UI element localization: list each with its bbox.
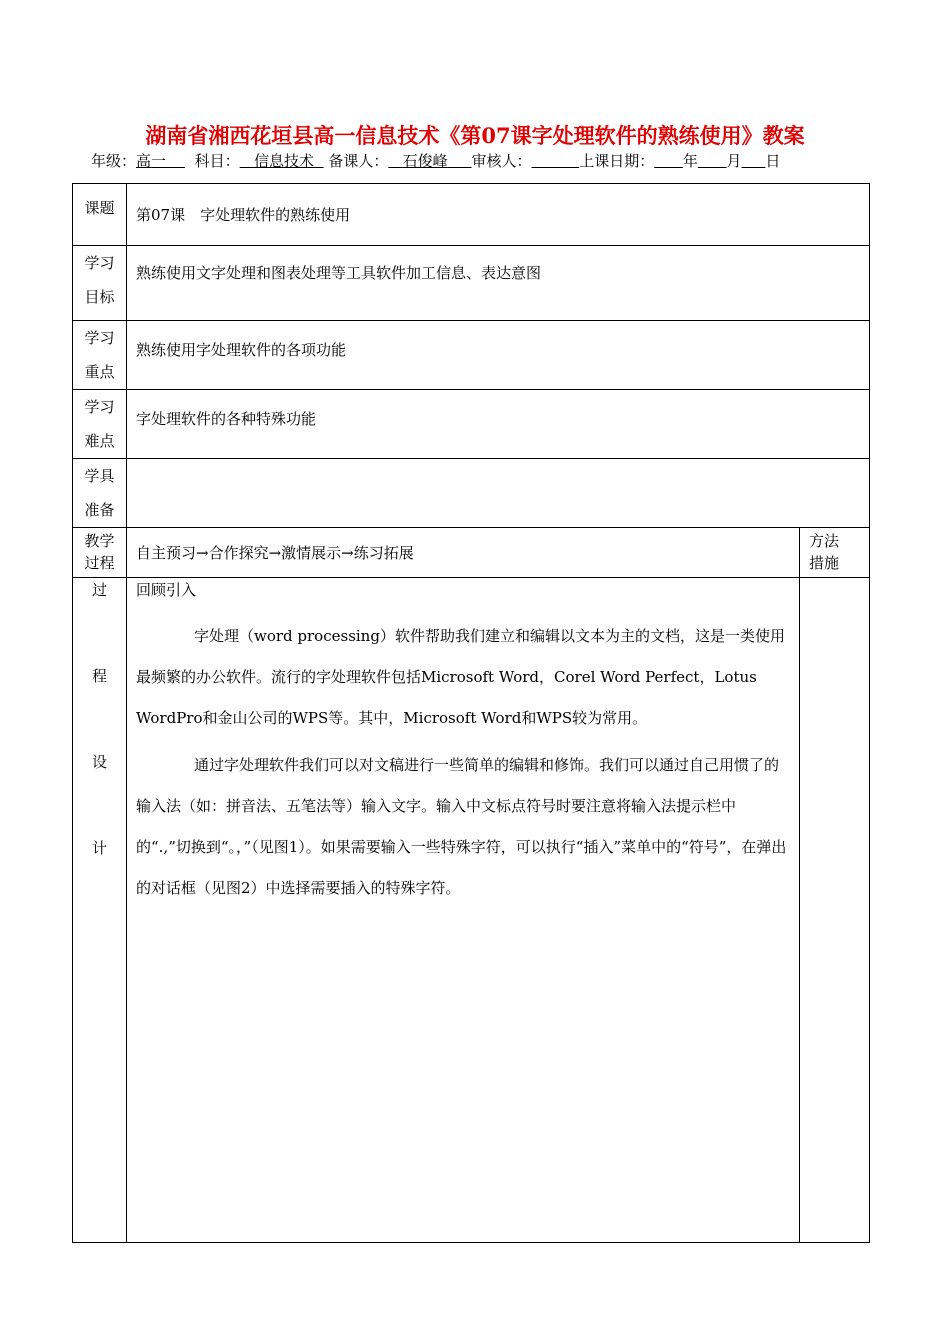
year-label: 年	[682, 152, 698, 170]
month-label: 月	[726, 152, 742, 170]
difficulty-label: 学习 难点	[73, 390, 127, 459]
subject-value: 信息技术	[253, 152, 314, 170]
grade-value: 高一	[136, 152, 167, 170]
tools-value	[127, 459, 870, 528]
goal-value: 熟练使用文字处理和图表处理等工具软件加工信息、表达意图	[127, 246, 870, 321]
design-content	[127, 578, 800, 1243]
topic-label: 课题	[73, 184, 127, 246]
row-goal	[73, 246, 870, 321]
design-paragraph: 通过字处理软件我们可以对文稿进行一些简单的编辑和修饰。我们可以通过自己用惯了的输入法（如：拼音法、五笔法等）输入文字。输入中文标点符号时要注意将输入法提示栏中的“.,”切换到“。，”（见图1）。如果需要输入一些特殊字符，可以执行“插入”菜单中的“符号”，在弹出的对话框（见图2）中选择需要插入的特殊字符。	[136, 756, 787, 897]
goal-label: 学习 目标	[73, 246, 127, 321]
topic-value: 第07课 字处理软件的熟练使用	[127, 184, 870, 246]
row-design	[73, 578, 870, 1243]
lesson-plan-table	[72, 183, 870, 1243]
preparer-value: 石俊峰	[402, 152, 448, 170]
row-tools	[73, 459, 870, 528]
design-heading: 回顾引入	[136, 581, 197, 599]
process-value: 自主预习→合作探究→激情展示→练习拓展	[127, 528, 800, 578]
key-value: 熟练使用字处理软件的各项功能	[127, 321, 870, 390]
day-label: 日	[765, 152, 781, 170]
date-label: 上课日期：	[579, 152, 655, 170]
process-label: 教学 过程	[73, 528, 127, 578]
design-label-char: 程	[91, 667, 107, 685]
preparer-label: 备课人：	[328, 152, 389, 170]
subject-label: 科目：	[194, 152, 240, 170]
design-label-char: 计	[91, 839, 107, 857]
row-topic	[73, 184, 870, 246]
grade-label: 年级：	[91, 152, 137, 170]
reviewer-label: 审核人：	[471, 152, 532, 170]
key-label: 学习 重点	[73, 321, 127, 390]
method-label: 方法 措施	[800, 528, 870, 578]
document-title: 湖南省湘西花垣县高一信息技术《第07课字处理软件的熟练使用》教案	[145, 123, 805, 148]
difficulty-value: 字处理软件的各种特殊功能	[127, 390, 870, 459]
design-label-char: 设	[91, 753, 107, 771]
meta-line	[91, 150, 780, 171]
row-process	[73, 528, 870, 578]
method-content	[800, 578, 870, 1243]
tools-label: 学具 准备	[73, 459, 127, 528]
design-label-char: 过	[91, 581, 107, 599]
design-label	[73, 578, 127, 1243]
row-difficulty	[73, 390, 870, 459]
design-paragraph: 字处理（word processing）软件帮助我们建立和编辑以文本为主的文档，这是一类使用最频繁的办公软件。流行的字处理软件包括Microsoft Word，Corel Word Perfect，Lotus WordPro和金山公司的WPS等。其中，Microsoft Word和WPS较为常用。	[136, 627, 785, 727]
row-key	[73, 321, 870, 390]
